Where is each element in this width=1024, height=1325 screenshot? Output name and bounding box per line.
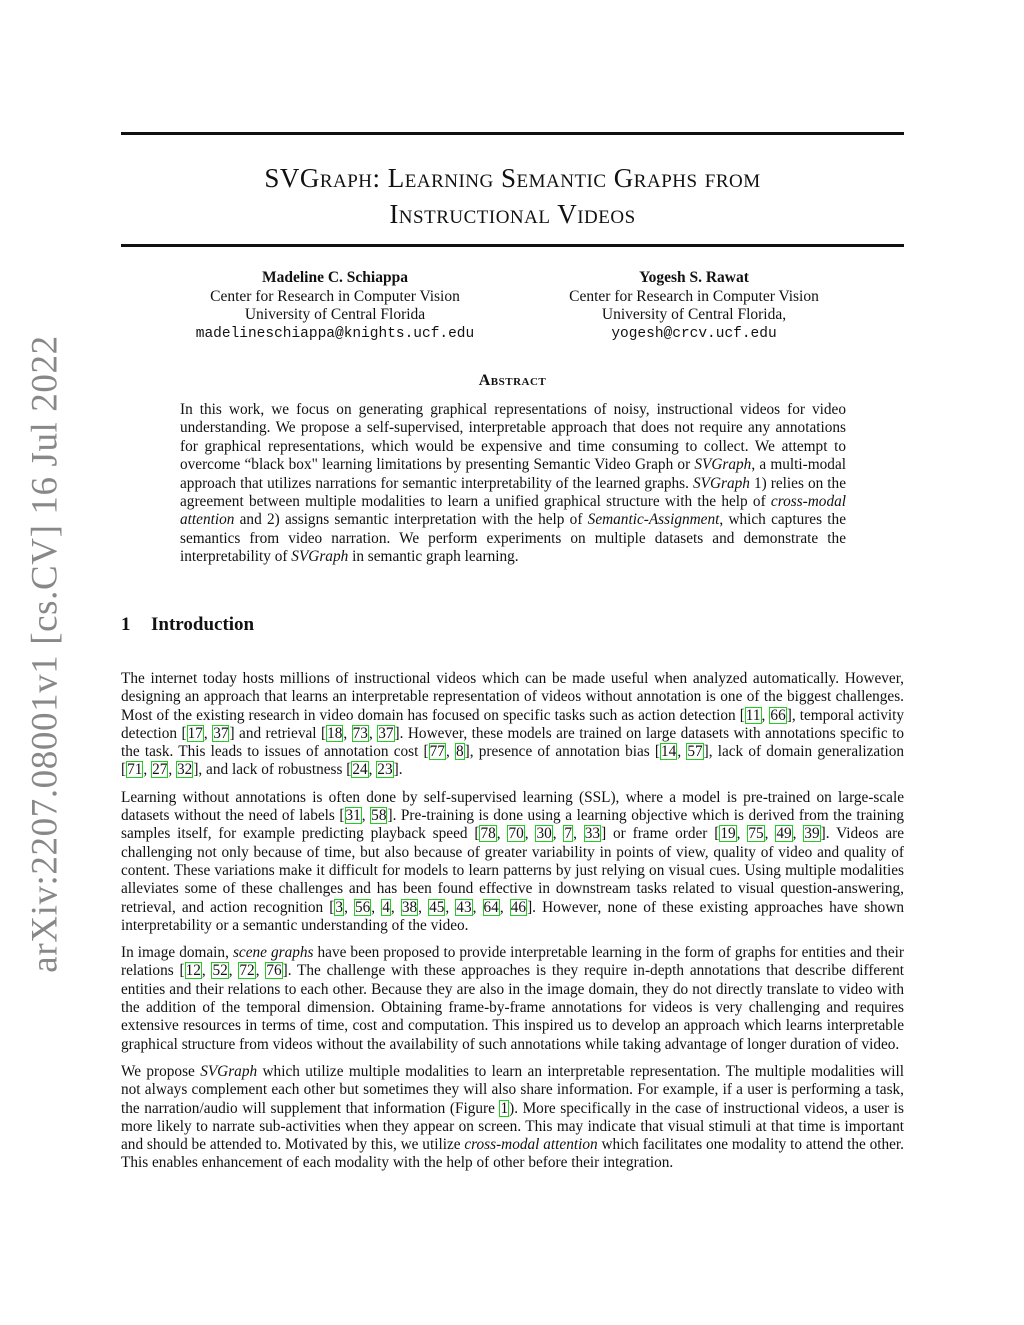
citation-link[interactable]: 17 bbox=[187, 724, 203, 742]
citation-link[interactable]: 38 bbox=[401, 898, 418, 916]
paragraph-2: Learning without annotations is often done by self-supervised learning (SSL), where a model is pre-trained on large-scale datasets without the need of labels [31, 58]. Pre-training is done using a learning objective which is derived from the training samples itself, for example predicting playback speed [78, 70, 30, 7, 33] or frame order [19, 75, 49, 39]. Videos are challenging not only because of time, but also because of greater variability in points of view, quality of video and quality of content. These variations make it difficult for models to learn patterns by just relying on visual cues. Using multiple modalities alleviates some of these challenges and has been found effective in downstream tasks related to visual question-answering, retrieval, and action recognition [3, 56, 4, 38, 45, 43, 64, 46]. However, none of these existing approaches have shown interpretability or a semantic understanding of the video. bbox=[121, 788, 905, 934]
title-bottom-rule bbox=[121, 244, 904, 247]
citation-link[interactable]: 76 bbox=[266, 962, 282, 980]
author-affiliation: Center for Research in Computer Vision bbox=[569, 287, 819, 305]
citation-link[interactable]: 43 bbox=[456, 898, 472, 916]
arxiv-watermark bbox=[0, 0, 90, 1325]
author-block-2 bbox=[534, 269, 854, 343]
citation-link[interactable]: 14 bbox=[661, 743, 677, 761]
citation-link[interactable]: 30 bbox=[536, 825, 552, 843]
title-line-2: Instructional Videos bbox=[389, 199, 636, 229]
citation-link[interactable]: 58 bbox=[371, 807, 387, 825]
citation-link[interactable]: 39 bbox=[804, 825, 820, 843]
section-title: Introduction bbox=[151, 614, 255, 635]
citation-link[interactable]: 32 bbox=[177, 761, 193, 779]
citation-link[interactable]: 33 bbox=[584, 825, 601, 843]
citation-link[interactable]: 18 bbox=[327, 724, 343, 742]
citation-link[interactable]: 31 bbox=[345, 807, 361, 825]
author-email[interactable]: madelineschiappa@knights.ucf.edu bbox=[195, 325, 475, 342]
author-name: Madeline C. Schiappa bbox=[262, 269, 408, 286]
citation-link[interactable]: 77 bbox=[429, 743, 445, 761]
author-affiliation: Center for Research in Computer Vision bbox=[210, 287, 460, 305]
author-university: University of Central Florida bbox=[244, 306, 426, 323]
figure-link[interactable]: 1 bbox=[500, 1099, 509, 1117]
citation-link[interactable]: 49 bbox=[776, 825, 792, 843]
abstract-text: In this work, we focus on generating graphical representations of noisy, instructional videos for video understanding. We propose a self-supervised, interpretable approach that does not require any annotations for graphical representations, which would be expensive and time consuming to collect. We attempt to overcome “black box" learning limitations by presenting Semantic Video Graph or SVGraph, a multi-modal approach that utilizes narrations for semantic interpretability of the learned graphs. SVGraph 1) relies on the agreement between multiple modalities to learn a unified graphical structure with the help of cross-modal attention and 2) assigns semantic interpretation with the help of Semantic-Assignment, which captures the semantics from video narration. We perform experiments on multiple datasets and demonstrate the interpretability of SVGraph in semantic graph learning. bbox=[180, 401, 846, 566]
section-heading bbox=[121, 614, 254, 636]
section-number: 1 bbox=[121, 614, 131, 635]
citation-link[interactable]: 70 bbox=[508, 825, 524, 843]
citation-link[interactable]: 52 bbox=[212, 962, 228, 980]
citation-link[interactable]: 64 bbox=[483, 898, 499, 916]
title-top-rule bbox=[121, 132, 904, 135]
paragraph-4: We propose SVGraph which utilize multiple modalities to learn an interpretable representation. The multiple modalities will not always complement each other but sometimes they will also share information. For example, if a user is performing a task, the narration/audio will supplement that information (Figure 1). More specifically in the case of instructional videos, a user is more likely to narrate sub-activities when they appear on screen. This may indicate that visual stimuli at that time is important and should be attended to. Motivated by this, we utilize cross-modal attention which facilitates one modality to attend the other. This enables enhancement of each modality with the help of other before their integration. bbox=[121, 1062, 905, 1172]
citation-link[interactable]: 19 bbox=[720, 825, 736, 843]
citation-link[interactable]: 46 bbox=[510, 898, 527, 916]
author-name: Yogesh S. Rawat bbox=[639, 269, 749, 286]
citation-link[interactable]: 72 bbox=[239, 962, 255, 980]
citation-link[interactable]: 24 bbox=[352, 761, 368, 779]
introduction-body bbox=[121, 670, 904, 1182]
citation-link[interactable]: 71 bbox=[127, 761, 143, 779]
citation-link[interactable]: 7 bbox=[564, 825, 573, 843]
citation-link[interactable]: 57 bbox=[687, 743, 703, 761]
citation-link[interactable]: 56 bbox=[355, 898, 371, 916]
citation-link[interactable]: 73 bbox=[352, 724, 368, 742]
abstract-heading: Abstract bbox=[478, 372, 547, 389]
citation-link[interactable]: 66 bbox=[770, 706, 786, 724]
citation-link[interactable]: 75 bbox=[748, 825, 764, 843]
citation-link[interactable]: 45 bbox=[429, 898, 445, 916]
citation-link[interactable]: 27 bbox=[152, 761, 168, 779]
arxiv-id: arXiv:2207.08001v1 [cs.CV] 16 Jul 2022 bbox=[24, 335, 66, 973]
title-line-1: SVGraph: Learning Semantic Graphs from bbox=[264, 163, 761, 193]
citation-link[interactable]: 12 bbox=[185, 962, 201, 980]
citation-link[interactable]: 23 bbox=[377, 761, 393, 779]
author-university: University of Central Florida, bbox=[601, 306, 787, 323]
citation-link[interactable]: 37 bbox=[378, 724, 394, 742]
citation-link[interactable]: 4 bbox=[382, 898, 390, 916]
citation-link[interactable]: 11 bbox=[745, 706, 761, 724]
citation-link[interactable]: 3 bbox=[335, 898, 344, 916]
author-email[interactable]: yogesh@crcv.ucf.edu bbox=[611, 325, 777, 342]
paragraph-1: The internet today hosts millions of instructional videos which can be made useful when analyzed automatically. However, designing an approach that learns an interpretable representation of videos without annotation is one of the biggest challenges. Most of the existing research in video domain has focused on specific tasks such as action detection [11, 66], temporal activity detection [17, 37] and retrieval [18, 73, 37]. However, these models are trained on large datasets with annotations specific to the task. This leads to issues of annotation cost [77, 8], presence of annotation bias [14, 57], lack of domain generalization [71, 27, 32], and lack of robustness [24, 23]. bbox=[121, 670, 905, 779]
citation-link[interactable]: 8 bbox=[455, 743, 464, 761]
author-block-1 bbox=[175, 269, 495, 343]
paper-title bbox=[121, 160, 904, 232]
citation-link[interactable]: 78 bbox=[480, 825, 496, 843]
paragraph-3: In image domain, scene graphs have been proposed to provide interpretable learning in the form of graphs for entities and their relations [12, 52, 72, 76]. The challenge with these approaches is they require in-depth annotations that describe different entities and their relations to each other. Because they are also in the image domain, they do not directly translate to video with the addition of the temporal dimension. Obtaining frame-by-frame annotations for videos is very challenging and requires extensive resources in terms of time, cost and computation. This inspired us to develop an approach which learns interpretable graphical structure from videos without the availability of such annotations while taking advantage of longer duration of video. bbox=[121, 944, 904, 1053]
citation-link[interactable]: 37 bbox=[213, 724, 229, 742]
